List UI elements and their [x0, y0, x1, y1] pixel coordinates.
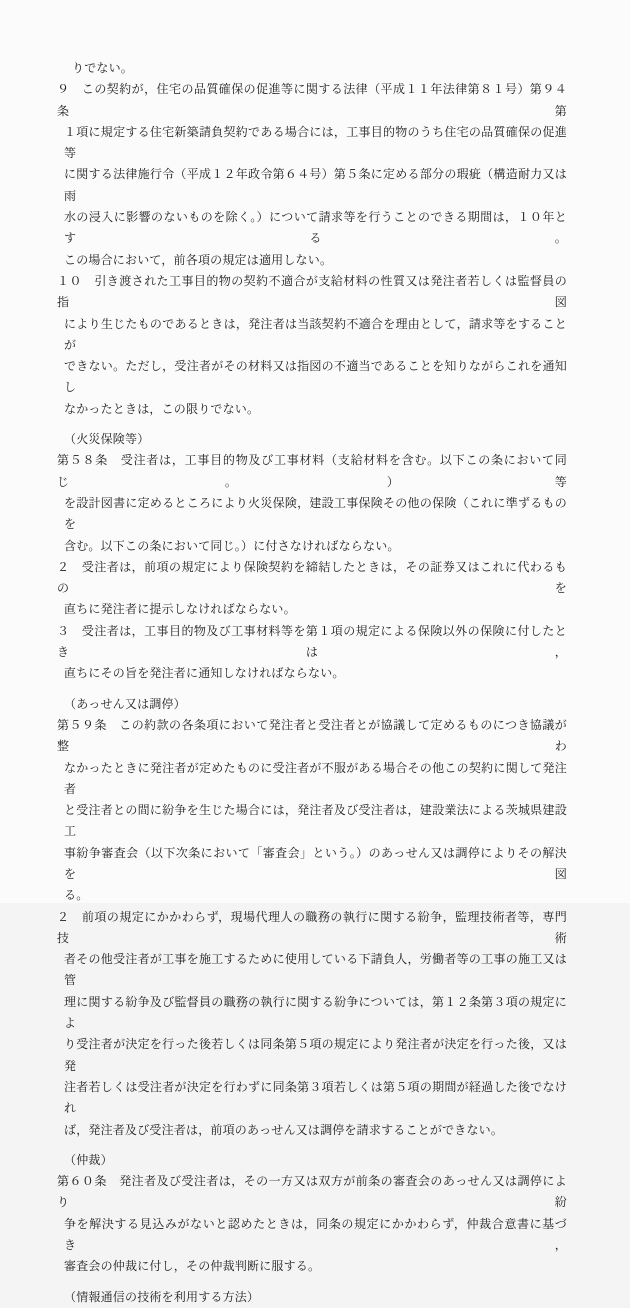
- text-line: 第５８条 受注者は，工事目的物及び工事材料（支給材料を含む。以下この条において同じ。）等: [57, 453, 567, 489]
- text-line: と受注者との間に紛争を生じた場合には，発注者及び受注者は，建設業法による茨城県建設工: [64, 803, 567, 839]
- text-line: 者その他受注者が工事を施工するために使用している下請負人，労働者等の工事の施工又は管: [64, 952, 567, 988]
- text-line: （あっせん又は調停）: [64, 696, 186, 711]
- text-line: （火災保険等）: [64, 432, 150, 447]
- text-line: なかったときは，この限りでない。: [64, 401, 260, 416]
- article-58-item-3: [57, 621, 567, 685]
- text-line: １０ 引き渡された工事目的物の契約不適合が支給材料の性質又は発注者若しくは監督員の指図: [57, 273, 567, 310]
- carryover-continuation: [57, 58, 567, 79]
- text-line: ３ 受注者は，工事目的物及び工事材料等を第１項の規定による保険以外の保険に付したときは，: [57, 623, 567, 660]
- text-line: 争を解決する見込みがないと認めたときは，同条の規定にかかわらず，仲裁合意書に基づき，: [64, 1216, 567, 1253]
- text-line: 理に関する紛争及び監督員の職務の執行に関する紛争については，第１２条第３項の規定によ: [64, 994, 567, 1031]
- text-line: １項に規定する住宅新築請負契約である場合には，工事目的物のうち住宅の品質確保の促進等: [64, 124, 567, 161]
- text-line: （仲裁）: [64, 1152, 113, 1167]
- text-line: により生じたものであるときは，発注者は当該契約不適合を理由として，請求等をすることが: [64, 316, 567, 352]
- heading-information-communication-technology: [57, 1287, 567, 1308]
- text-line: 注者若しくは受注者が決定を行わずに同条第３項若しくは第５項の期間が経過した後でなけれ: [64, 1079, 567, 1116]
- text-line: できない。ただし，受注者がその材料又は指図の不適当であることを知りながらこれを通知し: [64, 359, 567, 395]
- article-59: [57, 715, 567, 907]
- page-body: [57, 58, 567, 1308]
- text-line: ９ この契約が，住宅の品質確保の促進等に関する法律（平成１１年法律第８１号）第９４条第: [57, 82, 567, 118]
- text-line: ２ 受注者は，前項の規定により保険契約を締結したときは，その証券又はこれに代わるものを: [57, 559, 567, 596]
- text-line: ２ 前項の規定にかかわらず，現場代理人の職務の執行に関する紛争，監理技術者等，専門技術: [57, 909, 567, 945]
- text-line: ば，発注者及び受注者は，前項のあっせん又は調停を請求することができない。: [64, 1122, 504, 1137]
- text-line: 審査会の仲裁に付し，その仲裁判断に服する。: [64, 1259, 321, 1274]
- clause-item-10: [57, 271, 567, 420]
- text-line: る。: [64, 888, 89, 903]
- article-59-item-2: [57, 907, 567, 1141]
- text-line: 直ちに発注者に提示しなければならない。: [64, 602, 296, 617]
- text-line: 第６０条 発注者及び受注者は，その一方又は双方が前条の審査会のあっせん又は調停により紛: [57, 1174, 567, 1210]
- text-line: りでない。: [72, 61, 134, 75]
- clause-item-9: [57, 79, 567, 271]
- text-line: り受注者が決定を行った後若しくは同条第５項の規定により発注者が決定を行った後，又は発: [64, 1037, 567, 1073]
- text-line: を設計図書に定めるところにより火災保険，建設工事保険その他の保険（これに準ずるものを: [64, 495, 567, 532]
- article-58: [57, 450, 567, 556]
- text-line: （情報通信の技術を利用する方法）: [64, 1289, 260, 1304]
- text-line: 水の浸入に影響のないものを除く。）について請求等を行うことのできる期間は，１０年とする。: [64, 210, 567, 246]
- heading-mediation: [57, 694, 567, 715]
- text-line: 含む。以下この条において同じ。）に付さなければならない。: [64, 538, 400, 553]
- article-58-item-2: [57, 557, 567, 621]
- text-line: この場合において，前各項の規定は適用しない。: [64, 252, 333, 267]
- article-60: [57, 1171, 567, 1277]
- blank-line-1: [57, 420, 567, 429]
- blank-line-4: [57, 1278, 567, 1287]
- text-line: 直ちにその旨を発注者に通知しなければならない。: [64, 666, 345, 681]
- blank-line-3: [57, 1141, 567, 1150]
- heading-fire-insurance: [57, 429, 567, 450]
- text-line: に関する法律施行令（平成１２年政令第６４号）第５条に定める部分の瑕疵（構造耐力又は雨: [64, 167, 567, 203]
- heading-arbitration: [57, 1150, 567, 1171]
- blank-line-2: [57, 685, 567, 694]
- text-line: なかったときに発注者が定めたものに受注者が不服がある場合その他この契約に関して発注者: [64, 760, 567, 796]
- text-line: 事紛争審査会（以下次条において「審査会」という。）のあっせん又は調停によりその解決を図: [64, 845, 567, 881]
- text-line: 第５９条 この約款の各条項において発注者と受注者とが協議して定めるものにつき協議が整わ: [57, 717, 567, 754]
